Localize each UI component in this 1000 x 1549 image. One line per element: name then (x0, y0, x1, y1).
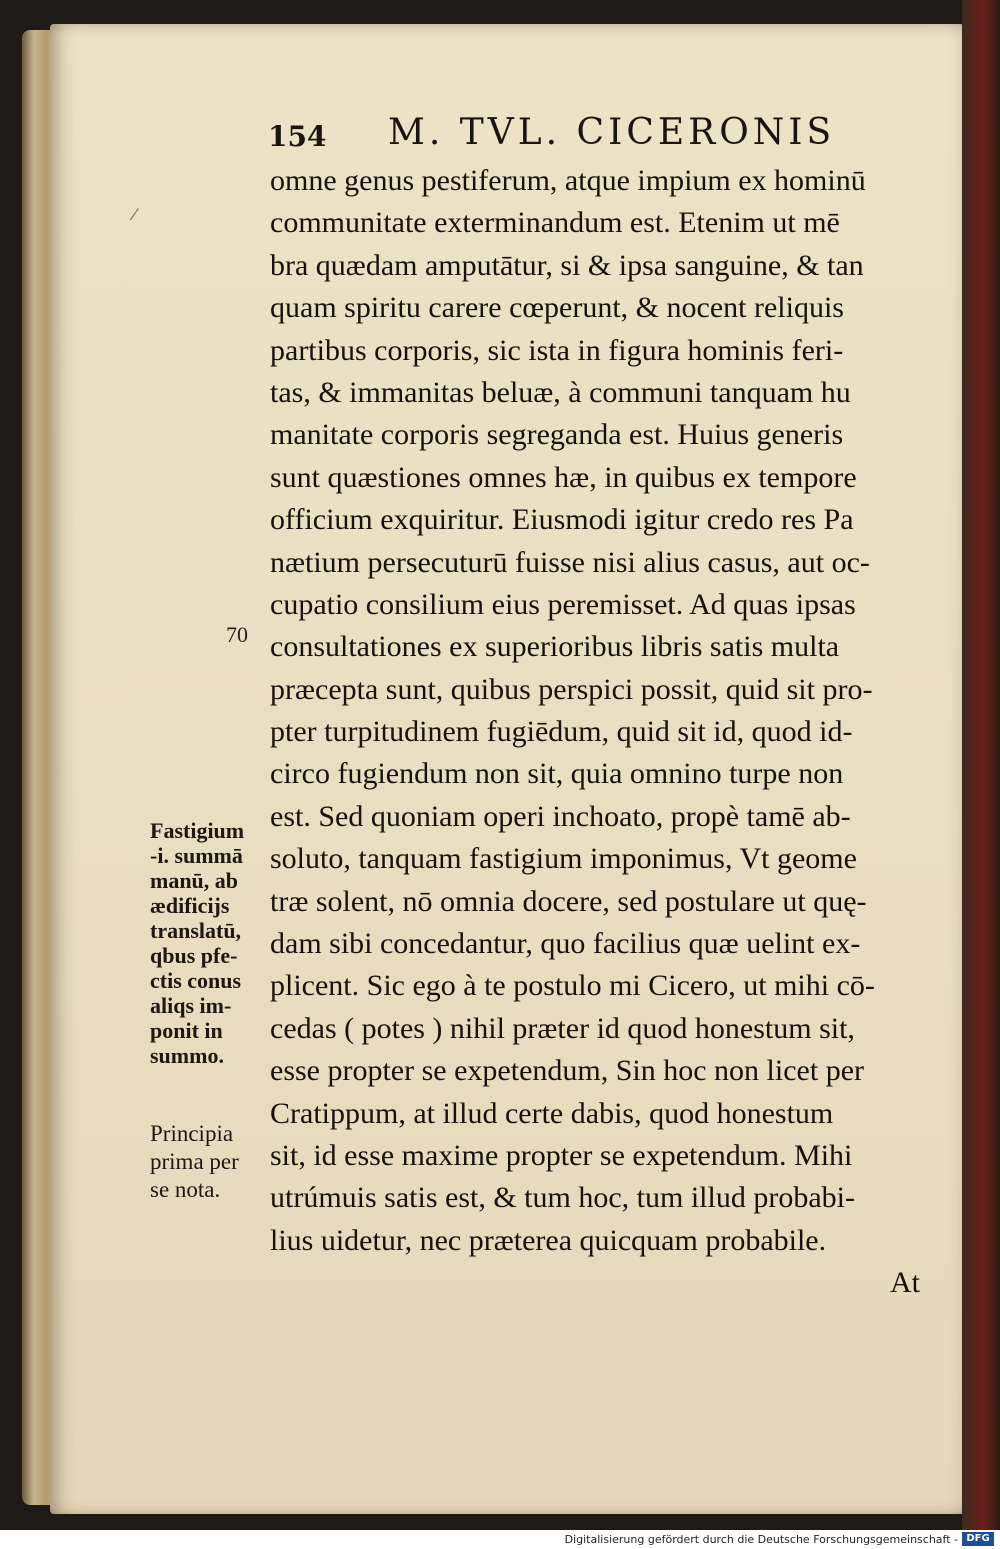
text-line: omne genus pestiferum, atque impium ex hominū (270, 164, 866, 197)
text-line: manitate corporis segreganda est. Huius generis (270, 418, 844, 452)
dfg-logo: DFG (962, 1532, 994, 1546)
text-line: partibus corporis, sic ista in figura hominis feri- (270, 333, 844, 367)
text-line: pter turpitudinem fugiēdum, quid sit id, quod id- (270, 715, 853, 749)
text-line: tas, & immanitas beluæ, à communi tanquam hu (270, 375, 851, 409)
text-line: nætium persecuturū fuisse nisi alius casus, aut oc- (270, 545, 870, 579)
margin-note-line: prima per (150, 1149, 239, 1174)
text-line: quam spiritu carere cœperunt, & nocent reliquis (270, 291, 844, 325)
text-line: cupatio consilium eius peremisset. Ad quas ipsas (270, 587, 856, 621)
margin-note-line: -i. summā (150, 843, 243, 868)
margin-note-line: ædificijs (150, 893, 230, 918)
text-line: lius uidetur, nec præterea quicquam probabile. (270, 1223, 827, 1257)
margin-note-line: qbus pfe- (150, 943, 238, 968)
text-line: est. Sed quoniam operi inchoato, propè tamē ab- (270, 799, 851, 833)
text-line: communitate exterminandum est. Etenim ut mē (270, 206, 840, 240)
page-number: 154 (268, 120, 327, 153)
text-line: dam sibi concedantur, quo facilius quæ uelint ex- (270, 927, 861, 961)
funding-credit: Digitalisierung gefördert durch die Deutsche Forschungsgemeinschaft - (564, 1533, 958, 1546)
margin-note-line: manū, ab (150, 868, 239, 893)
line-number: 70 (226, 622, 248, 647)
body-text (270, 160, 960, 1305)
text-line: bra quædam amputātur, si & ipsa sanguine, & tan (270, 248, 864, 282)
margin-note-line: summo. (150, 1043, 224, 1068)
text-line: præcepta sunt, quibus perspici possit, quid sit pro- (270, 672, 873, 706)
margin-note-fastigium (150, 818, 280, 1068)
book-cover-edge (962, 0, 1000, 1530)
page-header (268, 112, 868, 162)
catchword: At (890, 1266, 920, 1300)
margin-note-line: translatū, (150, 918, 242, 943)
text-line: utrúmuis satis est, & tum hoc, tum illud probabi- (270, 1181, 855, 1215)
text-line: circo fugiendum non sit, quia omnino turpe non (270, 757, 844, 791)
margin-note-line: se nota. (150, 1177, 221, 1202)
text-line: træ solent, nō omnia docere, sed postulare ut quę- (270, 884, 867, 918)
running-title: M. TVL. CICERONIS (388, 112, 836, 153)
margin-note-line: ctis conus (150, 968, 242, 993)
text-line: esse propter se expetendum, Sin hoc non licet per (270, 1054, 864, 1088)
margin-note-line: ponit in (150, 1018, 223, 1043)
margin-note-line: aliqs im- (150, 993, 232, 1018)
text-line: sit, id esse maxime propter se expetendum. Mihi (270, 1138, 853, 1172)
text-line: soluto, tanquam fastigium imponimus, Vt geome (270, 842, 857, 876)
text-line: cedas ( potes ) nihil præter id quod honestum sit, (270, 1011, 855, 1045)
text-line: officium exquiritur. Eiusmodi igitur credo res Pa (270, 503, 854, 537)
text-line: consultationes ex superioribus libris satis multa (270, 630, 840, 664)
margin-note-line: Principia (150, 1121, 234, 1146)
text-line: Cratippum, at illud certe dabis, quod honestum (270, 1096, 834, 1130)
margin-note-principia (150, 1120, 280, 1204)
text-line: plicent. Sic ego à te postulo mi Cicero, ut mihi cō- (270, 969, 875, 1003)
text-line: sunt quæstiones omnes hæ, in quibus ex tempore (270, 460, 857, 494)
margin-note-line: Fastigium (150, 818, 245, 843)
